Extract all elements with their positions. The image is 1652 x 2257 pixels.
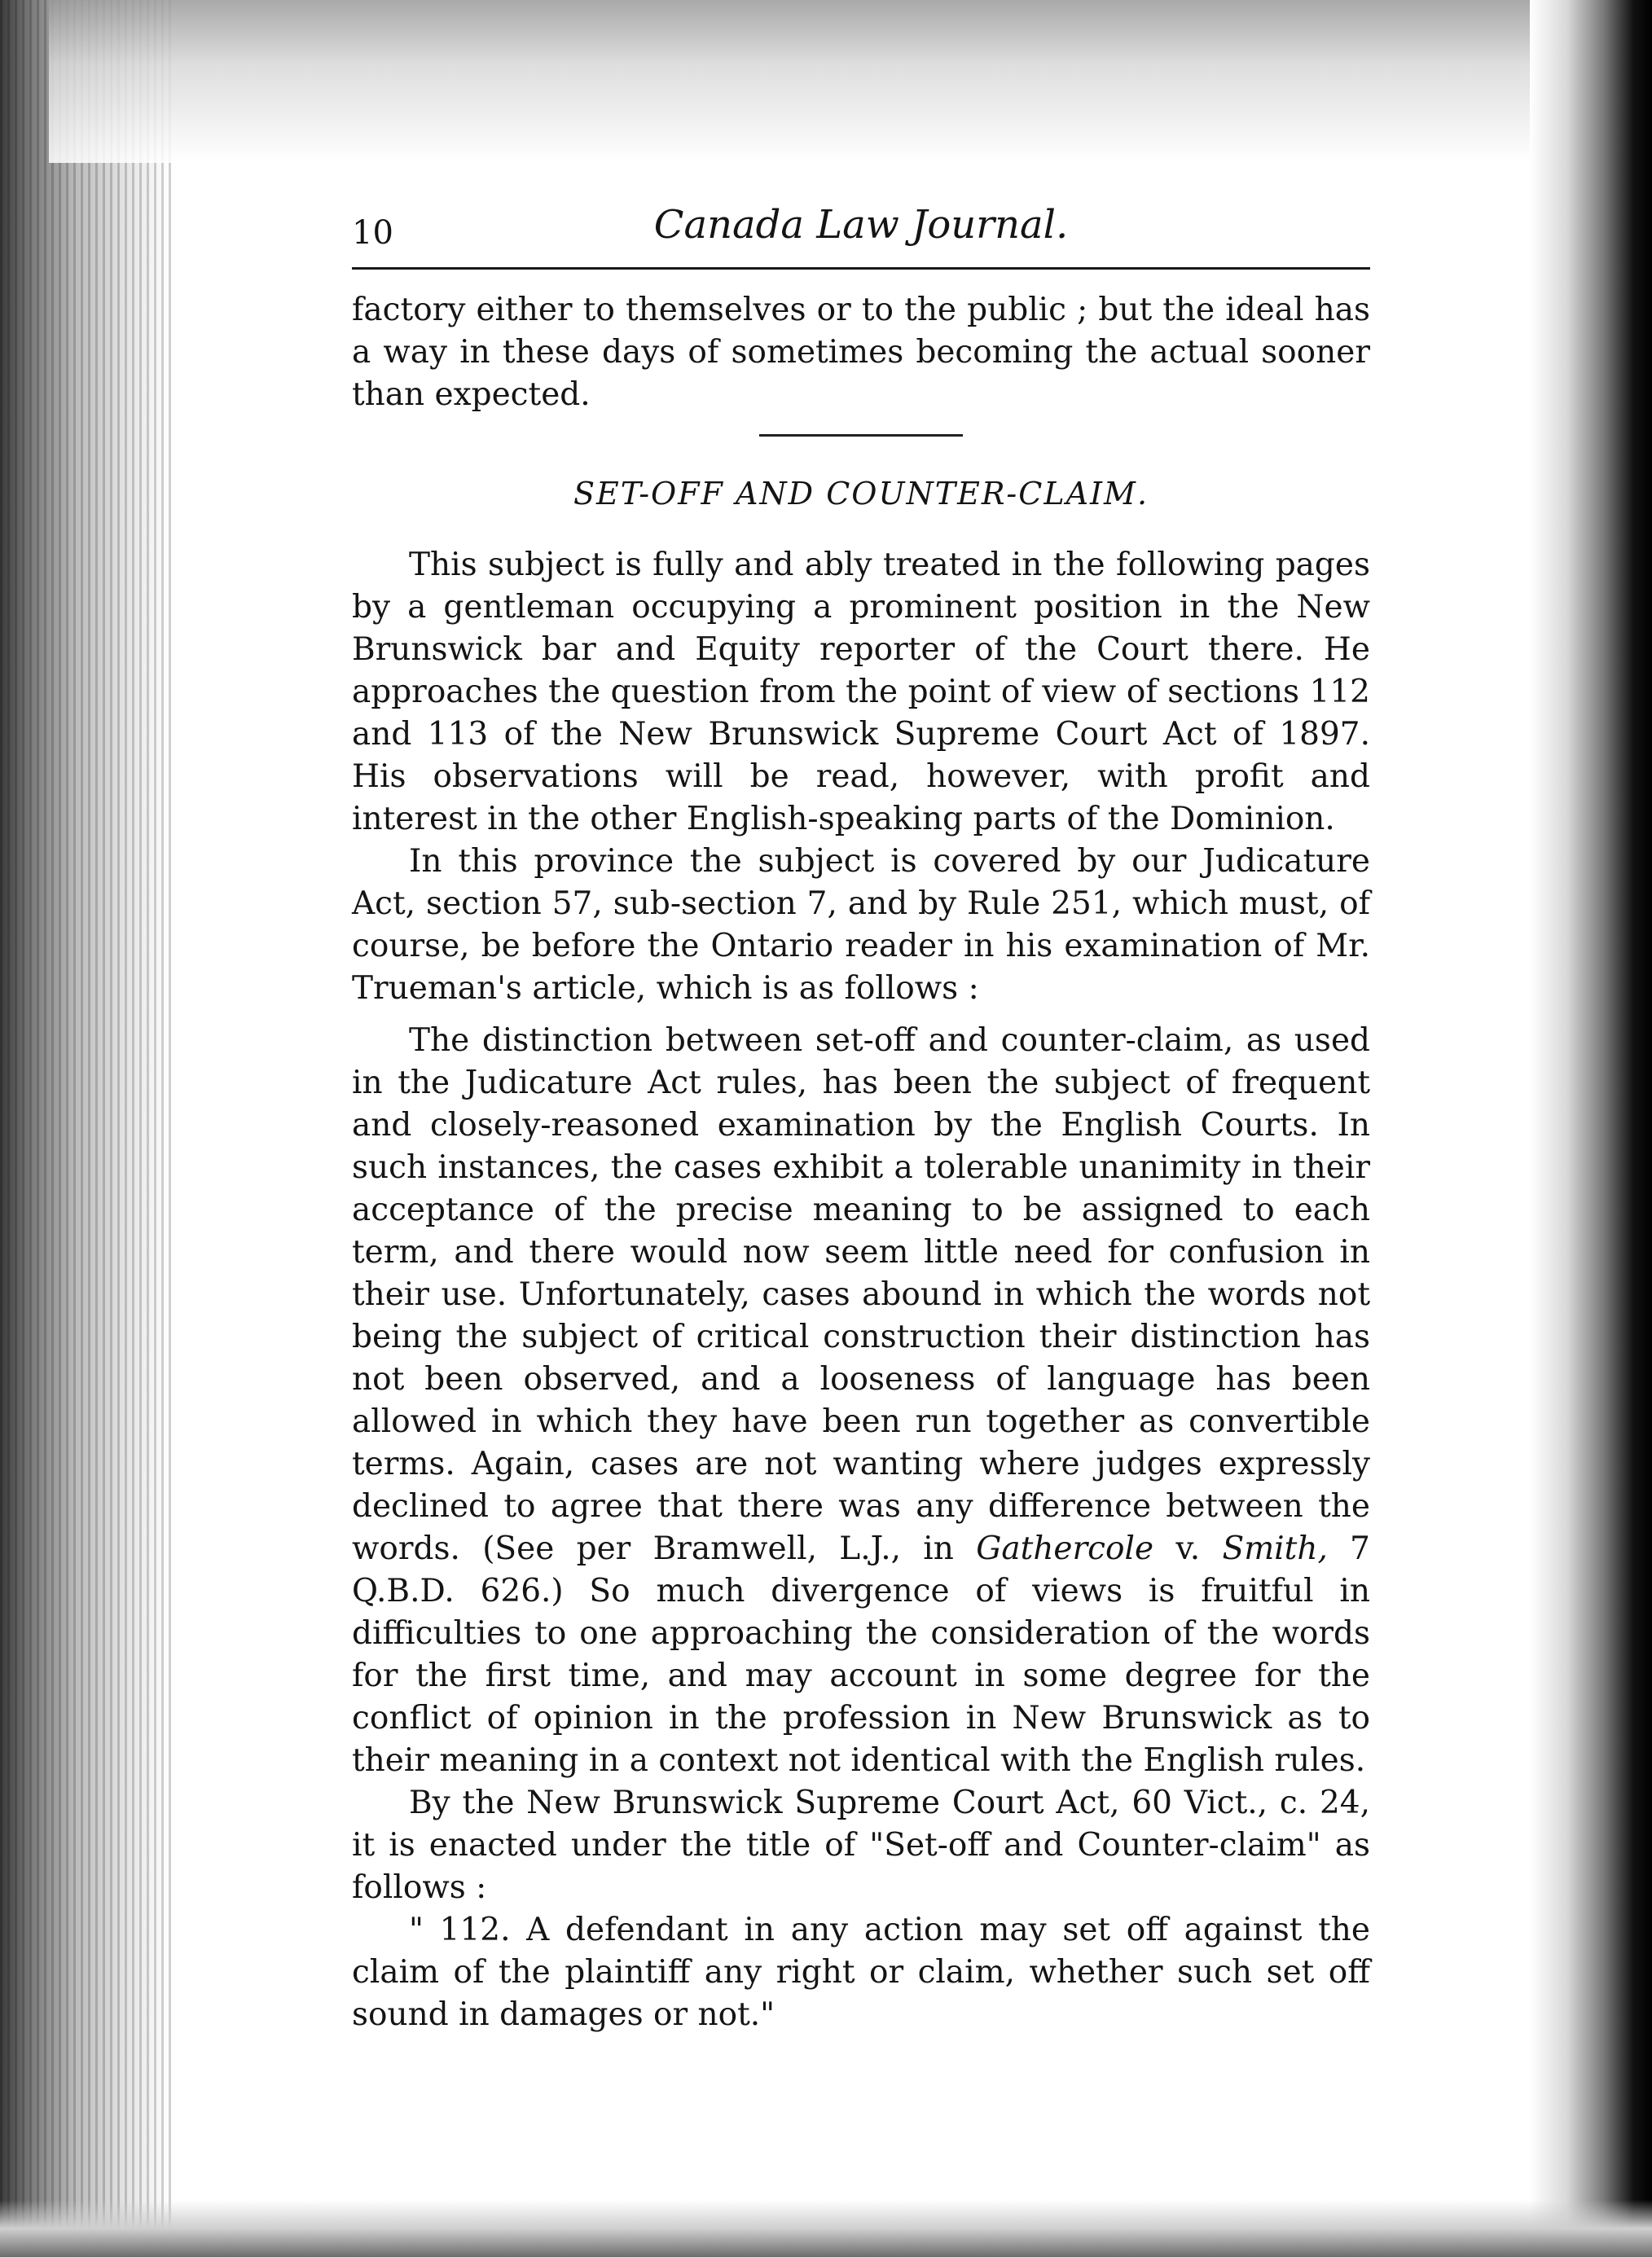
- case-name-smith: Smith,: [1222, 1530, 1328, 1567]
- paragraph-2: In this province the subject is covered by our Judicature Act, section 57, sub-section 7, and by Rule 251, which must, of course, be before the Ontario reader in his examination of Mr. Trueman's article, which is as follows :: [352, 843, 1370, 1007]
- section-title: SET-OFF AND COUNTER-CLAIM.: [573, 476, 1149, 512]
- page-body: [352, 204, 1370, 2036]
- scan-bottom-edge: [0, 2200, 1652, 2257]
- scan-right-edge: [1530, 0, 1652, 2257]
- section-divider: [759, 434, 963, 437]
- scan-top-noise: [49, 0, 1597, 163]
- scan-left-edge: [0, 0, 171, 2257]
- paragraph-3-text: The distinction between set-off and counter-claim, as used in the Judicature Act rules, has been the subject of frequent and closely-reasoned examination by the English Courts. In such instances, the cases exhibit a tolerable unanimity in their acceptance of the precise meaning to be assigned to each term, and there would now seem little need for confusion in their use. Unfortunately, cases abound in which the words not being the subject of critical construction their distinction has not been observed, and a looseness of language has been allowed in which they have been run together as convertible terms. Again, cases are not wanting where judges expressly declined to agree that there was any difference between the words. (See per Bramwell, L.J., in: [352, 1022, 1370, 1567]
- case-name-gathercole: Gathercole: [976, 1530, 1154, 1567]
- continuation-paragraph: factory either to themselves or to the public ; but the ideal has a way in these days of sometimes becoming the actual sooner than expected.: [352, 292, 1370, 413]
- journal-title: Canada Law Journal.: [653, 202, 1069, 248]
- running-header: [352, 204, 1370, 261]
- paragraph-3: [352, 1020, 1370, 1782]
- case-versus: v.: [1153, 1530, 1223, 1567]
- case-reference: 7 Q.B.D. 626.): [352, 1530, 1370, 1609]
- statute-quote: " 112. A defendant in any action may set off against the claim of the plaintiff any right or claim, whether such set off sound in damages or not.": [352, 1912, 1370, 2033]
- header-rule: [352, 267, 1370, 270]
- paragraph-3-remainder: So much divergence of views is fruitful in difficulties to one approaching the consideration of the words for the first time, and may account in some degree for the conflict of opinion in the profession in New Brunswick as to their meaning in a context not identical with the English rules.: [352, 1573, 1370, 1779]
- page-number: 10: [352, 214, 393, 252]
- paragraph-1: This subject is fully and ably treated in the following pages by a gentleman occupying a prominent position in the New Brunswick bar and Equity reporter of the Court there. He approaches the question from the point of view of sections 112 and 113 of the New Brunswick Supreme Court Act of 1897. His observations will be read, however, with profit and interest in the other English-speaking parts of the Dominion.: [352, 547, 1370, 837]
- paragraph-4: By the New Brunswick Supreme Court Act, 60 Vict., c. 24, it is enacted under the title of "Set-off and Counter-claim" as follows :: [352, 1785, 1370, 1906]
